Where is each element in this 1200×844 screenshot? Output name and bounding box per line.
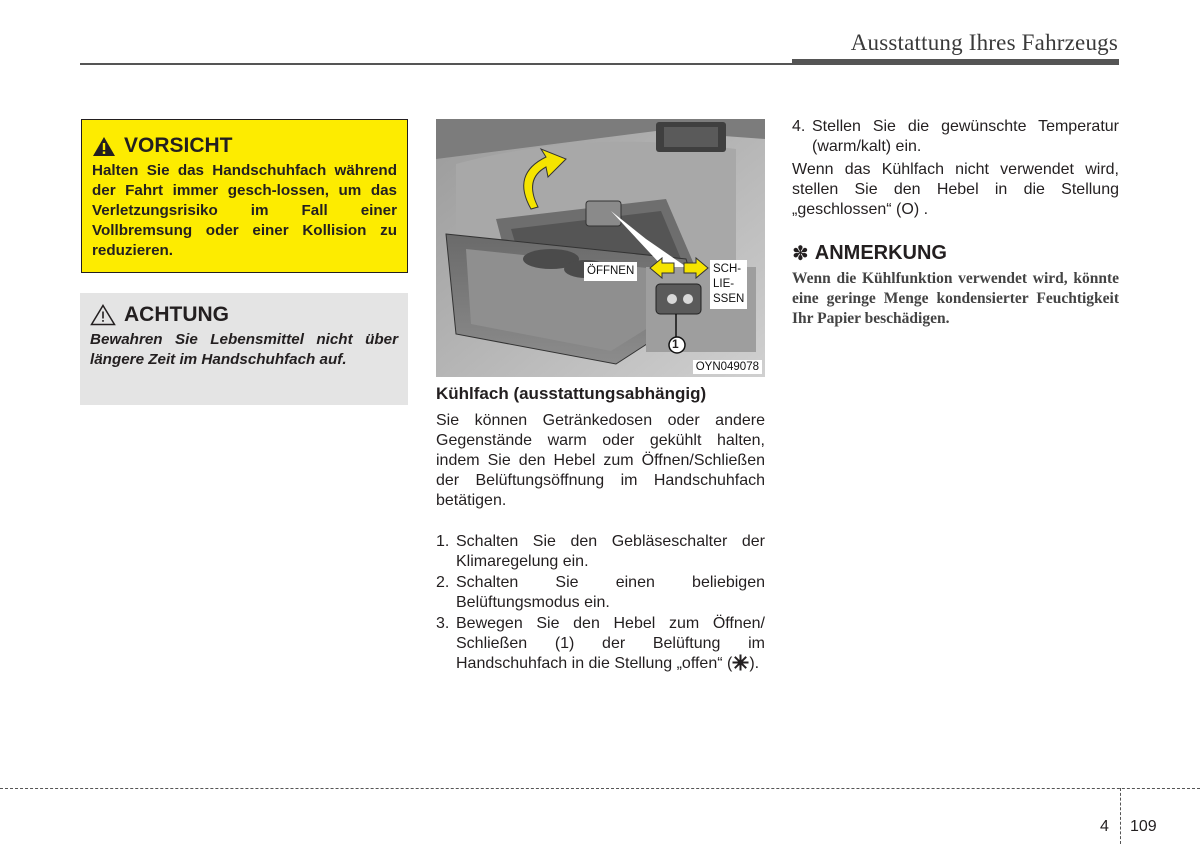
list-item-number: 1. (436, 533, 450, 550)
anmerkung-text: Wenn die Kühlfunktion verwendet wird, könnte eine geringe Menge kondensierter Feuchtigkeit Ihr Papier beschädigen. (792, 270, 1119, 327)
list-item-text-after: ). (749, 655, 760, 672)
glovebox-drawing (436, 119, 765, 377)
warning-triangle-icon (92, 136, 116, 157)
achtung-title: ACHTUNG (124, 303, 229, 326)
figure-code: OYN049078 (693, 360, 762, 374)
achtung-text: Bewahren Sie Lebensmittel nicht über längere Zeit im Handschuhfach auf. (90, 331, 398, 368)
list-item-text: Stellen Sie die gewünschte Temperatur (warm/kalt) ein. (812, 118, 1119, 155)
asterisk-icon: ✽ (792, 243, 809, 265)
vorsicht-text: Halten Sie das Handschuhfach während der Fahrt immer gesch-lossen, um das Verletzungsrisiko im Fall einer Vollbremsung oder einer Kollision zu reduzieren. (92, 162, 397, 259)
section-intro: Sie können Getränkedosen oder andere Gegenstände warm oder gekühlt halten, indem Sie den Hebel zum Öffnen/Schließen der Belüftungsöffnung im Handschuhfach betätigen. (436, 412, 765, 509)
label-oeffnen: ÖFFNEN (584, 262, 637, 281)
list-item-text: Schalten Sie einen beliebigen Belüftungsmodus ein. (456, 574, 765, 611)
chapter-number: 4 (1100, 818, 1109, 835)
list-item (436, 532, 765, 572)
list-item-text: Schalten Sie den Gebläseschalter der Klimaregelung ein. (456, 533, 765, 570)
list-item (436, 614, 765, 674)
footer-divider (0, 788, 1200, 789)
achtung-heading (90, 303, 398, 327)
anmerkung-heading (792, 241, 1119, 266)
page-number: 109 (1130, 818, 1157, 835)
header-rule (80, 63, 792, 65)
footer-vertical-divider (1120, 788, 1121, 844)
glovebox-illustration (436, 119, 765, 377)
list-item-text (456, 614, 765, 674)
page-header-title: Ausstattung Ihres Fahrzeugs (850, 30, 1118, 55)
fan-snowflake-icon (732, 654, 749, 671)
list-item-number: 2. (436, 574, 450, 591)
label-schliessen (710, 260, 747, 309)
list-item-row (792, 117, 1119, 157)
section-heading: Kühlfach (ausstattungsabhängig) (436, 384, 707, 403)
vorsicht-box (81, 119, 408, 273)
header-rule-thick (792, 59, 1119, 65)
list-item (792, 117, 1119, 158)
vorsicht-title: VORSICHT (124, 134, 233, 157)
list-item-number: 3. (436, 615, 450, 632)
label-schliessen-line3: SSEN (713, 293, 745, 305)
list-item-text-before: Bewegen Sie den Hebel zum Öffnen/ Schließen (1) der Belüftung im Handschuhfach in die Stellung „offen“ ( (456, 615, 765, 672)
list-item-number: 4. (792, 118, 806, 135)
achtung-box (80, 293, 408, 405)
callout-number: 1 (672, 337, 679, 351)
steps-list (436, 532, 765, 675)
label-schliessen-line1: SCH- (713, 263, 742, 275)
label-schliessen-line2: LIE- (713, 278, 735, 290)
anmerkung-title: ANMERKUNG (814, 242, 947, 264)
vorsicht-heading (92, 134, 397, 158)
list-item (436, 573, 765, 613)
after-steps-text: Wenn das Kühlfach nicht verwendet wird, stellen Sie den Hebel in die Stellung „geschlossen“ (O) . (792, 161, 1119, 218)
caution-triangle-icon (90, 304, 116, 326)
